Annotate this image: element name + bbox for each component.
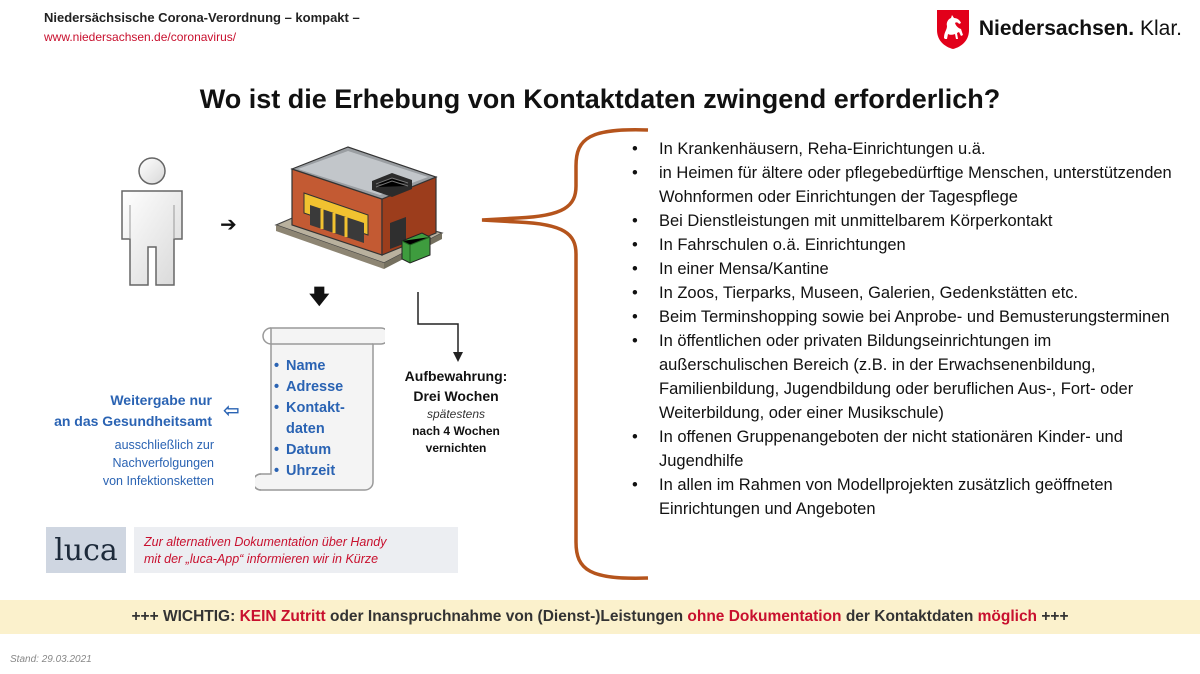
list-item: • Bei Dienstleistungen mit unmittelbarem Körperkontakt (632, 209, 1172, 233)
brand-logo (935, 8, 1182, 50)
list-item: • In öffentlichen oder privaten Bildungseinrichtungen im außerschulischen Bereich (z.B. in der Erwachsenenbildung, Familienbildung, Jugendbildung oder beruflichen Aus-, Fort- oder Weiterbildung, oder einer Musikschule) (632, 329, 1172, 425)
places-list (632, 137, 1172, 521)
list-item: • In Fahrschulen o.ä. Einrichtungen (632, 233, 1172, 257)
luca-logo: luca (46, 527, 126, 573)
list-item: • in Heimen für ältere oder pflegebedürftige Menschen, unterstützenden Wohnformen oder Einrichtungen der Tagespflege (632, 161, 1172, 209)
sharing-title: Weitergabe nur an das Gesundheitsamt (54, 392, 212, 429)
contact-data-list (274, 356, 345, 482)
storage-connector (410, 292, 470, 364)
arrow-left-icon: ⇦ (223, 400, 240, 422)
list-item: • Uhrzeit (274, 463, 336, 479)
list-item: • Beim Terminshopping sowie bei Anprobe- und Bemusterungsterminen (632, 305, 1172, 329)
building-icon (272, 143, 444, 285)
list-item: • In allen im Rahmen von Modellprojekten zusätzlich geöffneten Einrichtungen und Angeboten (632, 473, 1172, 521)
list-item: • In Krankenhäusern, Reha-Einrichtungen u.ä. (632, 137, 1172, 161)
storage-info: Aufbewahrung: Drei Wochen spätestens nach 4 Wochen vernichten (404, 368, 508, 455)
footer-date: Stand: 29.03.2021 (10, 654, 92, 665)
person-icon (116, 155, 192, 291)
brand-name-light: Klar. (1139, 17, 1182, 40)
list-item: • In einer Mensa/Kantine (632, 257, 1172, 281)
list-item: • Name (274, 358, 326, 374)
horse-crest-icon (935, 8, 971, 50)
list-item: • In offenen Gruppenangeboten der nicht stationären Kinder- und Jugendhilfe (632, 425, 1172, 473)
warning-banner: +++ WICHTIG: KEIN Zutritt oder Inanspruchnahme von (Dienst-)Leistungen ohne Dokumentation der Kontaktdaten möglich +++ (0, 600, 1200, 634)
arrow-down-icon: 🡇 (309, 286, 330, 308)
header-title: Niedersächsische Corona-Verordnung – kompakt – (44, 10, 360, 25)
page-title: Wo ist die Erhebung von Kontaktdaten zwingend erforderlich? (199, 84, 1001, 114)
luca-note: Zur alternativen Dokumentation über Handy mit der „luca-App“ informieren wir in Kürze (134, 527, 458, 573)
list-item: daten (286, 421, 325, 437)
brand-name (979, 17, 1182, 41)
list-item: • Kontakt- (274, 400, 345, 416)
arrow-right-icon: ➔ (220, 214, 237, 236)
list-item: • Adresse (274, 379, 344, 395)
brand-name-bold: Niedersachsen. (978, 17, 1135, 40)
list-item: • In Zoos, Tierparks, Museen, Galerien, Gedenkstätten etc. (632, 281, 1172, 305)
header-url[interactable]: www.niedersachsen.de/coronavirus/ (44, 30, 237, 44)
list-item: • Datum (274, 442, 332, 458)
sharing-subtitle: ausschließlich zur Nachverfolgungen von Infektionsketten (102, 438, 214, 488)
curly-brace-icon (478, 124, 652, 586)
